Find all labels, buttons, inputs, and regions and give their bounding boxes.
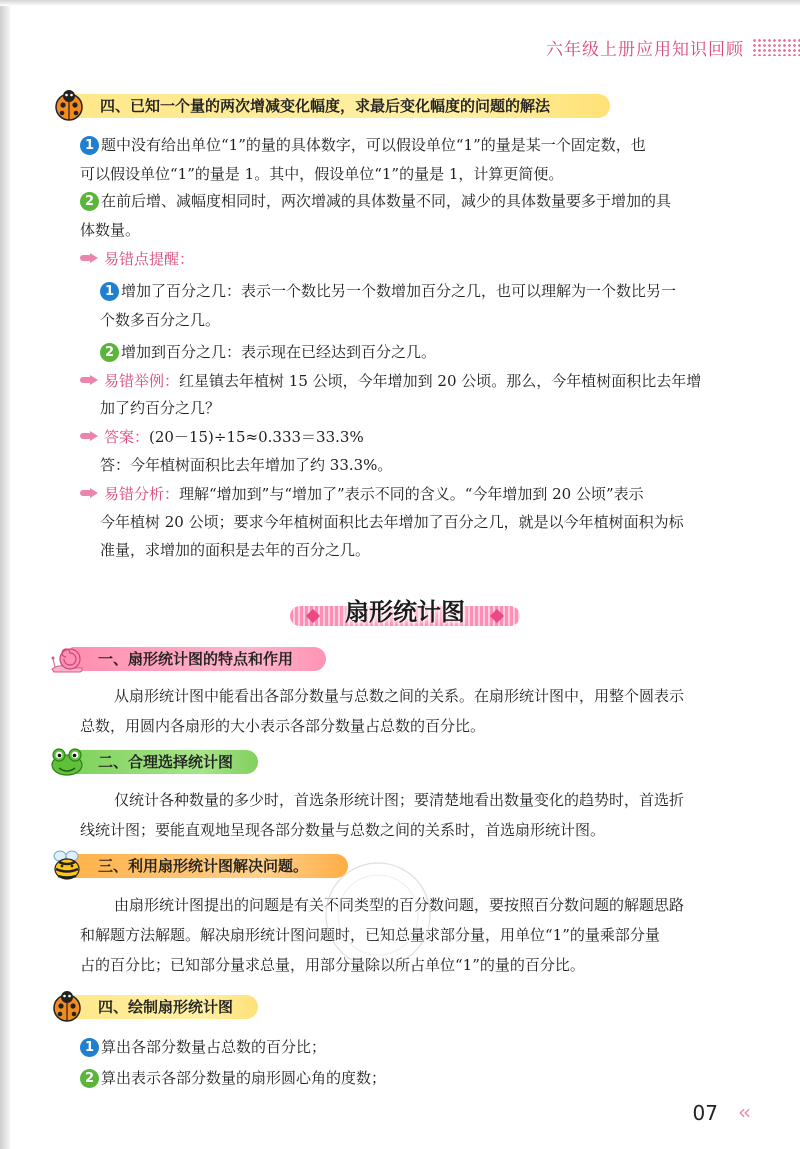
error-analysis-line-1: 易错分析：理解“增加到”与“增加了”表示不同的含义。“今年增加到 20 公顷”表示: [80, 484, 644, 504]
number-badge-2: 2: [100, 343, 119, 362]
number-badge-1: 1: [100, 282, 119, 301]
page-edge-top: [0, 0, 800, 6]
subsection-heading-3-text: 三、利用扇形统计图解决问题。: [98, 856, 309, 875]
paragraph-1-line-2: 总数，用圆内各扇形的大小表示各部分数量占总数的百分比。: [80, 717, 486, 735]
answer-line-2: 答：今年植树面积比去年增加了约 33.3%。: [100, 456, 393, 474]
section-heading-4: [50, 90, 610, 120]
subsection-heading-4: [48, 991, 258, 1021]
chevron-left-icon: ‹‹: [738, 1100, 748, 1124]
point-2-line-2: 体数量。: [80, 221, 141, 239]
paragraph-1-line-1: 从扇形统计图中能看出各部分数量与总数之间的关系。在扇形统计图中，用整个圆表示: [114, 687, 685, 705]
reminder-1-line-2: 个数多百分之几。: [100, 311, 221, 329]
error-analysis-line-3: 准量，求增加的面积是去年的百分之几。: [100, 541, 371, 559]
header-dots-decoration: [752, 38, 800, 56]
subsection-heading-4-text: 四、绘制扇形统计图: [98, 997, 234, 1016]
subsection-heading-1-text: 一、扇形统计图的特点和作用: [98, 649, 294, 668]
header-title: 六年级上册应用知识回顾: [546, 39, 744, 60]
error-example-line-2: 加了约百分之几？: [100, 399, 221, 417]
paragraph-2-line-2: 线统计图；要能直观地呈现各部分数量与总数之间的关系时，首选扇形统计图。: [80, 821, 606, 839]
page-header: [546, 32, 800, 62]
number-badge-2: 2: [80, 192, 99, 211]
point-1-line-1: 1 题中没有给出单位“1”的量的具体数字，可以假设单位“1”的量是某一个固定数，也: [80, 135, 646, 155]
step-2-line: 2 算出表示各部分数量的扇形圆心角的度数；: [80, 1068, 386, 1088]
number-badge-1: 1: [80, 136, 99, 155]
page-edge: [0, 0, 10, 1149]
subsection-heading-3: [48, 850, 348, 880]
point-2-line-1: 2 在前后增、减幅度相同时，两次增减的具体数量不同，减少的具体数量要多于增加的具: [80, 191, 671, 211]
error-analysis-line-2: 今年植树 20 公顷；要求今年植树面积比去年增加了百分之几，就是以今年植树面积为标: [100, 513, 684, 531]
point-1-line-2: 可以假设单位“1”的量是 1。其中，假设单位“1”的量是 1，计算更简便。: [80, 165, 564, 183]
pink-arrow-icon: [80, 431, 98, 441]
section-banner-title: 扇形统计图: [345, 598, 465, 626]
step-1-line: 1 算出各部分数量占总数的百分比；: [80, 1037, 326, 1057]
paragraph-2-line-1: 仅统计各种数量的多少时，首选条形统计图；要清楚地看出数量变化的趋势时，首选折: [114, 791, 685, 809]
reminder-2-line: 2 增加到百分之几：表示现在已经达到百分之几。: [100, 342, 436, 362]
section-banner: [290, 592, 520, 632]
pink-arrow-icon: [80, 375, 98, 385]
subsection-heading-2-text: 二、合理选择统计图: [98, 752, 234, 771]
section-heading-4-text: 四、已知一个量的两次增减变化幅度，求最后变化幅度的问题的解法: [100, 96, 551, 115]
error-reminder-label: 易错点提醒：: [80, 249, 194, 269]
reminder-1-line-1: 1 增加了百分之几：表示一个数比另一个数增加百分之几，也可以理解为一个数比另一: [100, 281, 676, 301]
pink-arrow-icon: [80, 253, 98, 263]
subsection-heading-1: [48, 643, 326, 673]
number-badge-2: 2: [80, 1069, 99, 1088]
paragraph-3-line-2: 和解题方法解题。解决扇形统计图问题时，已知总量求部分量，用单位“1”的量乘部分量: [80, 926, 660, 944]
paragraph-3-line-3: 占的百分比；已知部分量求总量，用部分量除以所占单位“1”的量的百分比。: [80, 956, 585, 974]
page-number: 07: [692, 1101, 718, 1125]
error-example-line-1: 易错举例：红星镇去年植树 15 公顷，今年增加到 20 公顷。那么，今年植树面积比去年增: [80, 371, 701, 391]
number-badge-1: 1: [80, 1038, 99, 1057]
pink-arrow-icon: [80, 488, 98, 498]
subsection-heading-2: [48, 746, 258, 776]
paragraph-3-line-1: 由扇形统计图提出的问题是有关不同类型的百分数问题，要按照百分数问题的解题思路: [114, 896, 685, 914]
answer-line-1: 答案：(20－15)÷15≈0.333＝33.3%: [80, 427, 364, 447]
